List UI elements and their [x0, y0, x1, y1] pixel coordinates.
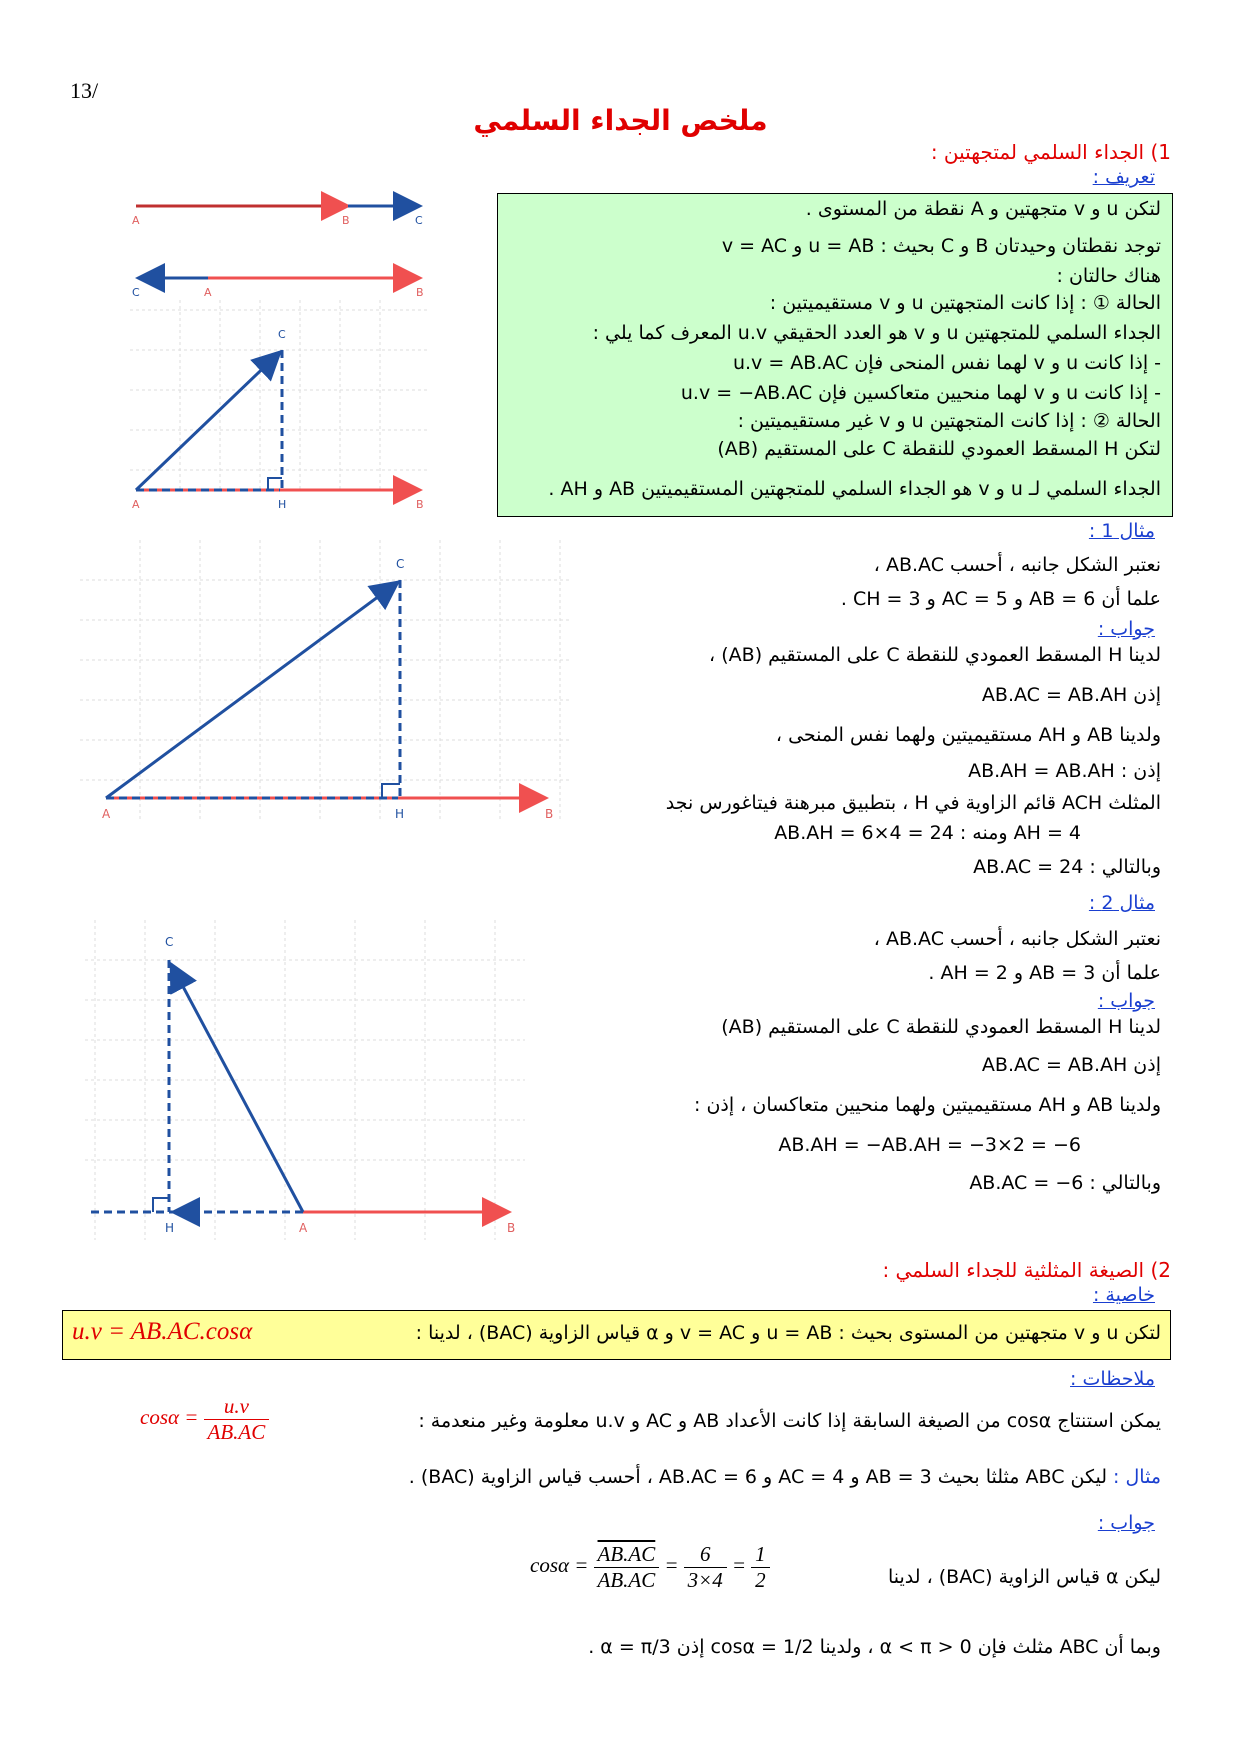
- figure-example1: [80, 540, 570, 830]
- point-label: A: [204, 286, 212, 299]
- example1-line: ولدينا AB و AH مستقيميتين ولهما نفس المنحى ،: [775, 724, 1161, 746]
- right-angle-mark: [382, 784, 400, 798]
- point-label: C: [415, 214, 423, 227]
- point-label: B: [507, 1221, 516, 1235]
- example1-line: لدينا H المسقط العمودي للنقطة C على المستقيم (AB) ،: [709, 644, 1161, 666]
- example1-answer-label: جواب :: [1097, 618, 1155, 640]
- example2-line: ولدينا AB و AH مستقيميتين ولهما منحيين متعاكسان ، إذن :: [694, 1094, 1161, 1116]
- page-title: ملخص الجداء السلمي: [473, 104, 768, 137]
- point-label: C: [132, 286, 140, 299]
- answer-line: وبما أن ABC مثلث فإن 0 < α < π ، ولدينا cosα = 1/2 إذن α = π/3 .: [588, 1636, 1161, 1658]
- example1-line: علما أن AB = 6 و AC = 5 و CH = 3 .: [840, 588, 1161, 610]
- example1-line: إذن : AB.AH = AB.AH: [968, 760, 1161, 782]
- notes-label: ملاحظات :: [1070, 1368, 1155, 1390]
- note-text: يمكن استنتاج cosα من الصيغة السابقة إذا كانت الأعداد AB و AC و u.v معلومة وغير منعدمة :: [418, 1410, 1161, 1432]
- note-formula-numerator: u.v: [204, 1394, 270, 1420]
- note-formula-denominator: AB.AC: [207, 1420, 266, 1444]
- example2-line: لدينا H المسقط العمودي للنقطة C على المستقيم (AB): [721, 1016, 1161, 1038]
- vector-ac: [136, 352, 280, 490]
- example2-line: وبالتالي : AB.AC = −6: [969, 1172, 1161, 1194]
- answer-formula-lhs: cosα =: [530, 1553, 589, 1577]
- vector-ac: [106, 582, 398, 798]
- figure-definition-cases: [120, 190, 440, 520]
- example3-answer-label: جواب :: [1097, 1512, 1155, 1534]
- point-label: B: [416, 286, 424, 299]
- example1-line: إذن AB.AC = AB.AH: [981, 684, 1161, 706]
- answer-fraction: [594, 1542, 660, 1593]
- definition-line: - إذا كانت u و v لهما نفس المنحى فإن u.v = AB.AC: [732, 352, 1161, 374]
- point-label: B: [416, 498, 424, 511]
- answer-line: ليكن α قياس الزاوية (BAC) ، لدينا: [887, 1566, 1161, 1588]
- answer-fraction-denominator: 2: [755, 1568, 766, 1592]
- example1-line: وبالتالي : AB.AC = 24: [973, 856, 1161, 878]
- point-label: H: [395, 807, 405, 821]
- point-label: A: [299, 1221, 308, 1235]
- point-label: C: [278, 328, 286, 341]
- example2-line: علما أن AB = 3 و AH = 2 .: [928, 962, 1161, 984]
- answer-formula: cosα = $\frac{AB.AC}{AB.AC}$ = $\frac{6}{3\times 4}$ = $\frac{1}{2}$: [530, 1542, 770, 1593]
- example1-label: مثال 1 :: [1088, 520, 1155, 542]
- note-formula: [140, 1394, 269, 1445]
- example2-line: نعتبر الشكل جانبه ، أحسب AB.AC ،: [873, 928, 1161, 950]
- vector-ac: [171, 964, 303, 1212]
- example1-line: AH = 4 ومنه : AB.AH = 6×4 = 24: [774, 822, 1081, 844]
- definition-line: لتكن H المسقط العمودي للنقطة C على المستقيم (AB): [717, 438, 1161, 460]
- answer-fraction-numerator: 1: [751, 1542, 770, 1568]
- point-label: H: [278, 498, 287, 511]
- point-label: B: [545, 807, 554, 821]
- property-label: خاصية :: [1092, 1284, 1155, 1306]
- answer-fraction-numerator: 6: [684, 1542, 727, 1568]
- point-label: A: [132, 498, 140, 511]
- point-label: A: [132, 214, 140, 227]
- right-angle-mark: [268, 478, 282, 490]
- example1-line: المثلث ACH قائم الزاوية في H ، بتطبيق مبرهنة فيتاغورس نجد: [665, 792, 1161, 814]
- example2-line: AB.AH = −AB.AH = −3×2 = −6: [778, 1134, 1081, 1156]
- figure-example2: [85, 920, 525, 1240]
- example3-statement: ليكن ABC مثلثا بحيث AB = 3 و AC = 4 و AB.AC = 6 ، أحسب قياس الزاوية (BAC) .: [408, 1466, 1107, 1488]
- definition-line: الجداء السلمي للمتجهتين u و v هو العدد الحقيقي u.v المعرف كما يلي :: [592, 322, 1161, 344]
- point-label: C: [165, 935, 174, 949]
- answer-fraction-denominator: 3×4: [687, 1568, 723, 1592]
- answer-fraction-denominator: AB.AC: [597, 1568, 656, 1592]
- property-formula: u.v = AB.AC.cosα: [72, 1318, 253, 1345]
- definition-line: توجد نقطتان وحيدتان B و C بحيث : u = AB و v = AC: [721, 235, 1161, 257]
- property-text: لتكن u و v متجهتين من المستوى بحيث : u = AB و v = AC و α قياس الزاوية (BAC) ، لدينا :: [415, 1322, 1161, 1344]
- point-label: A: [102, 807, 111, 821]
- section1-heading: 1) الجداء السلمي لمتجهتين :: [930, 140, 1171, 164]
- page-number: 13/: [70, 78, 99, 103]
- definition-line: هناك حالتان :: [1056, 265, 1161, 287]
- answer-fraction: [751, 1542, 770, 1593]
- case2-line: الحالة ② : إذا كانت المتجهتين u و v غير مستقيميتين :: [737, 410, 1161, 432]
- definition-line: - إذا كانت u و v لهما منحيين متعاكسين فإن u.v = −AB.AC: [680, 382, 1161, 404]
- point-label: C: [396, 557, 405, 571]
- point-label: B: [342, 214, 350, 227]
- example2-answer-label: جواب :: [1097, 990, 1155, 1012]
- example1-line: نعتبر الشكل جانبه ، أحسب AB.AC ،: [873, 554, 1161, 576]
- example2-line: إذن AB.AC = AB.AH: [981, 1054, 1161, 1076]
- definition-line: الجداء السلمي لـ u و v هو الجداء السلمي للمتجهتين المستقيميتين AB و AH .: [548, 478, 1161, 500]
- definition-line: لتكن u و v متجهتين و A نقطة من المستوى .: [805, 198, 1161, 220]
- definition-label: تعريف :: [1092, 166, 1155, 188]
- section2-heading: 2) الصيغة المثلثية للجداء السلمي :: [882, 1258, 1171, 1282]
- note-formula-fraction: [204, 1394, 270, 1445]
- example2-label: مثال 2 :: [1088, 892, 1155, 914]
- example3-label: مثال :: [1113, 1466, 1161, 1488]
- answer-fraction-numerator: AB.AC: [594, 1542, 660, 1568]
- example3-text: [409, 1466, 1161, 1488]
- case1-line: الحالة ① : إذا كانت المتجهتين u و v مستقيميتين :: [769, 292, 1161, 314]
- point-label: H: [165, 1221, 175, 1235]
- answer-fraction: [684, 1542, 727, 1593]
- note-formula-lhs: cosα =: [140, 1405, 199, 1429]
- right-angle-mark: [153, 1198, 169, 1212]
